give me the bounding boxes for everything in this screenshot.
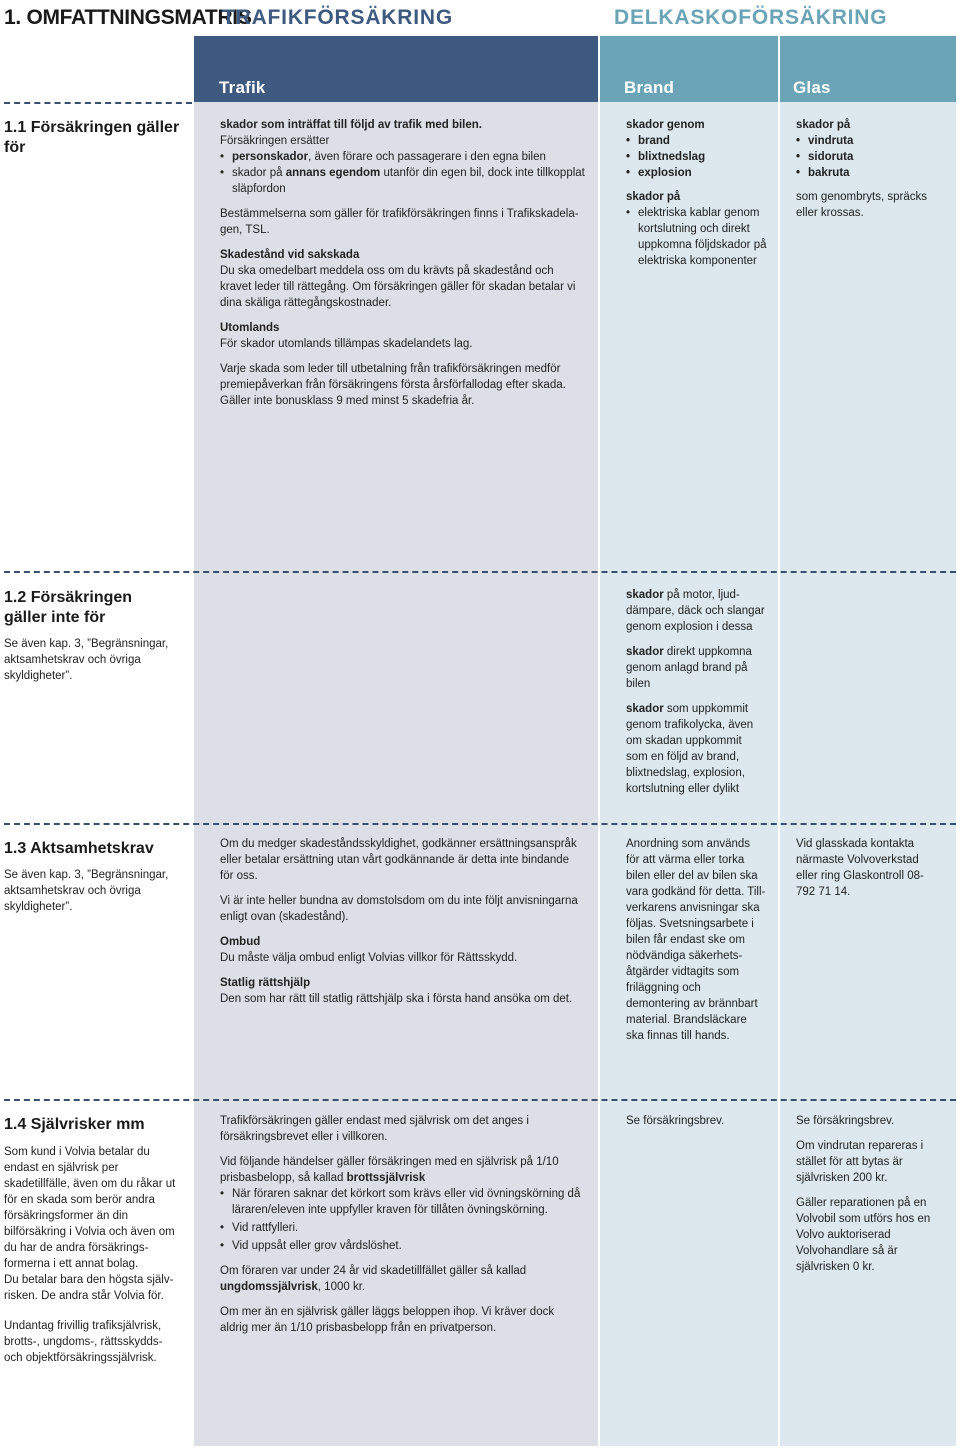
delkasko-section-title: DELKASKOFÖRSÄKRING [614,6,888,29]
row-divider [4,1099,956,1101]
trafik-utomlands-heading: Utomlands [220,322,280,334]
brand-electric-list [626,205,771,269]
list-item: • skador på annans egendom utanför din egen bil, dock inte tillkopplat släpfordon [220,165,585,197]
paragraph: Om mer än en självrisk gäller läggs beloppen ihop. Vi kräver dock aldrig mer än 1/10 prisbasbelopp från en privatperson. [220,1306,555,1334]
glas-column-label: Glas [793,78,831,97]
sjalvrisk-intro [4,1144,182,1375]
glas-scope-text [796,117,946,221]
list-item: • När föraren saknar det körkort som krävs eller vid övningskörning då läraren/eleven inte uppfyller kraven för tillåten övningskörning. [220,1186,585,1218]
list-item: • Vid rattfylleri. [220,1220,585,1236]
paragraph: Om föraren var under 24 år vid skadetillfället gäller så kallad ungdomssjälvrisk, 1000 kr. [220,1265,527,1293]
paragraph: Trafikförsäkringen gäller endast med självrisk om det anges i försäkringsbrevet eller i villkoren. [220,1115,529,1143]
paragraph: Se försäkringsbrev. [796,1115,895,1127]
paragraph: Om vindrutan repareras i stället för att bytas är självrisken 200 kr. [796,1140,924,1184]
trafik-utomlands-text: För skador utomlands tillämpas skadelandets lag. [220,338,473,350]
paragraph: Du betalar bara den högsta självrisken. De andra står Volvia för. [4,1274,174,1302]
brand-exclusions [626,587,766,806]
rattshjalp-heading: Statlig rättshjälp [220,977,311,989]
row-divider [4,823,956,825]
paragraph: Gäller reparationen på en Volvobil som utförs hos en Volvo auktoriserad Volvohandlare så är självrisken 0 kr. [796,1197,931,1273]
trafik-aktsamhet-text [220,836,585,1016]
page-title: 1. OMFATTNINGSMATRIS [4,6,252,29]
section-1-3-note: Se även kap. 3, ”Begränsningar, aktsamhetskrav och övriga skyldigheter”. [4,869,169,913]
glas-sjalvrisk-text [796,1113,936,1284]
glas-text: som genombryts, spräcks eller krossas. [796,191,928,219]
list-item: • elektriska kablar genom kortslutning och direkt uppkomna följdskador på elektriska komponenter [626,205,771,269]
section-1-2-note: Se även kap. 3, ”Begränsningar, aktsamhetskrav och övriga skyldigheter”. [4,638,169,682]
trafik-ersatter: Försäkringen ersätter [220,135,330,147]
paragraph: Vi är inte heller bundna av domstolsdom om du inte följt anvisningarna enligt ovan (skadestånd). [220,895,578,923]
list-item: skador som uppkommit genom trafikolycka, även om skadan uppkommit som en följd av brand, blixtnedslag, explosion, kortslutning eller dylikt [626,703,754,795]
trafik-premie-text: Varje skada som leder till utbetalning från trafikförsäkringen medför premiepåverkan från försäkringens första årsförfallodag efter skada. Gäller inte bonusklass 9 med minst 5 skadefria år. [220,363,566,407]
paragraph: Den som har rätt till statlig rättshjälp ska i första hand ansöka om det. [220,993,573,1005]
row-divider [4,102,192,104]
trafik-tsl: Bestämmelserna som gäller för trafikförsäkringen finns i Trafikskadelagen, TSL. [220,208,579,236]
row-divider [4,571,956,573]
column-divider [778,36,780,1446]
paragraph: Vid följande händelser gäller försäkringen med en självrisk på 1/10 prisbasbelopp, så kallad brottssjälvrisk [220,1156,559,1184]
list-item: • explosion [626,165,771,181]
brand-heading: skador genom [626,119,705,131]
trafik-scope-text [220,117,585,418]
list-item: • personskador, även förare och passagerare i den egna bilen [220,149,585,165]
list-item: • blixtnedslag [626,149,771,165]
brand-aktsamhet-text: Anordning som används för att värma eller torka bilen eller del av bilen ska vara godkänd för detta. Tillverkarens anvisningar ska följas. Svetsningsarbete i bilen får endast ske om nödvändiga säkerhetsåtgärder vidtagits som friläggning och demontering av brännbart material. Brandsläckare ska finnas till hands. [626,838,766,1042]
trafik-sakskada-heading: Skadestånd vid sakskada [220,249,360,261]
trafik-section-title: TRAFIKFÖRSÄKRING [222,6,453,29]
trafik-lead: skador som inträffat till följd av trafik med bilen. [220,119,482,131]
trafik-sjalvrisk-text [220,1113,585,1345]
brand-cause-list [626,133,771,181]
brand-heading-2: skador på [626,191,681,203]
section-title-1-3: 1.3 Aktsamhetskrav [4,840,154,857]
list-item: • vindruta [796,133,946,149]
glas-heading: skador på [796,119,851,131]
brand-sjalvrisk-text: Se försäkringsbrev. [626,1115,725,1127]
glas-list [796,133,946,181]
ombud-heading: Ombud [220,936,261,948]
trafik-ersatter-list [220,149,585,197]
glas-aktsamhet-text: Vid glasskada kontakta närmaste Volvoverkstad eller ring Glaskontroll 08-792 71 14. [796,838,924,898]
list-item: skador på motor, ljuddämpare, däck och slangar genom explosion i dessa [626,589,765,633]
list-item: skador direkt uppkomna genom anlagd brand på bilen [626,646,752,690]
paragraph: Om du medger skadeståndsskyldighet, godkänner ersättningsanspråk eller betalar ersättning utan vårt godkännande är detta inte bindande för oss. [220,838,577,882]
paragraph: Du måste välja ombud enligt Volvias villkor för Rättsskydd. [220,952,518,964]
list-item: • brand [626,133,771,149]
paragraph: Undantag frivillig trafiksjälvrisk, brotts-, ungdoms-, rättsskydds- och objektförsäkringssjälvrisk. [4,1320,163,1364]
trafik-sakskada-text: Du ska omedelbart meddela oss om du krävts på skadestånd och kravet leder till rättegång. Om försäkringen gäller för skadan betalar vi dina skäliga rättegångskostnader. [220,265,576,309]
brottssjalvrisk-list [220,1186,585,1254]
section-title-1-2: 1.2 Försäkringen gäller inte för [4,589,133,626]
trafik-column-label: Trafik [219,78,266,97]
list-item: • sidoruta [796,149,946,165]
section-title-1-1: 1.1 Försäkringen gäller för [4,119,180,156]
brand-column-label: Brand [624,78,675,97]
section-title-1-4: 1.4 Självrisker mm [4,1116,145,1133]
list-item: • Vid uppsåt eller grov vårdslöshet. [220,1238,585,1254]
list-item: • bakruta [796,165,946,181]
paragraph: Som kund i Volvia betalar du endast en självrisk per skadetillfälle, även om du råkar ut för en skada som berör andra försäkringsformer än din bilförsäkring i Volvia och även om du har de andra försäkringsformerna i ett annat bolag. [4,1146,176,1270]
brand-scope-text [626,117,771,269]
